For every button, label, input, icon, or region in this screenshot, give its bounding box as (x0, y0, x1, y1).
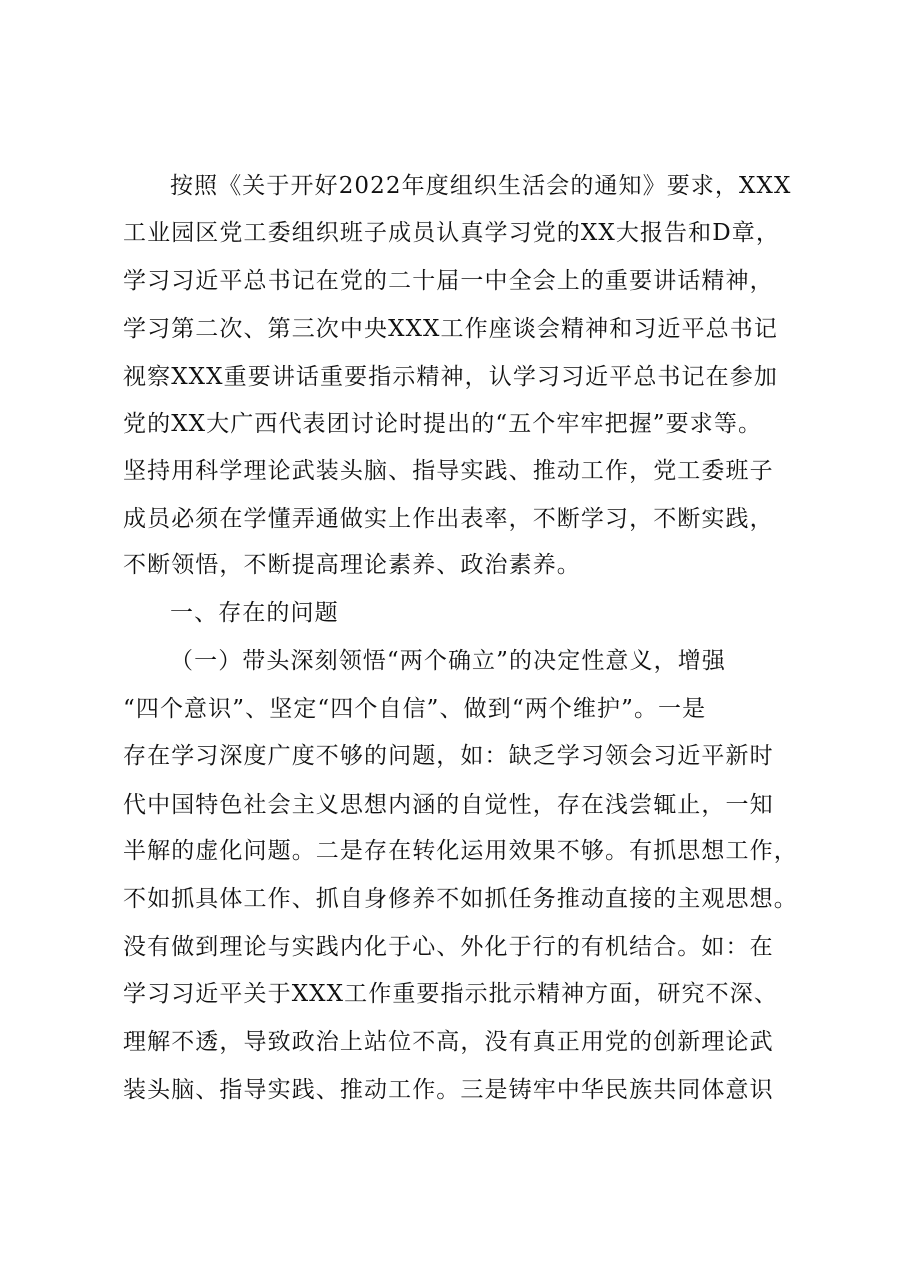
paragraph-line: 不如抓具体工作、抓自身修养不如抓任务推动直接的主观思想。 (123, 886, 798, 912)
paragraph-line: 视察XXX重要讲话重要指示精神，认学习习近平总书记在参加 (123, 364, 778, 390)
paragraph-line: 工业园区党工委组织班子成员认真学习党的XX大报告和D章， (123, 220, 780, 246)
paragraph-line: 党的XX大广西代表团讨论时提出的“五个牢牢把握”要求等。 (123, 411, 763, 437)
paragraph-line: “四个意识”、坚定“四个自信”、做到“两个维护”。一是 (123, 696, 707, 722)
paragraph-line: 理解不透，导致政治上站位不高，没有真正用党的创新理论武 (123, 1029, 774, 1055)
paragraph-line: 按照《关于开好2022年度组织生活会的通知》要求，XXX (170, 173, 792, 199)
paragraph-line: （一）带头深刻领悟“两个确立”的决定性意义，增强 (170, 648, 726, 674)
paragraph-line: 存在学习深度广度不够的问题，如：缺乏学习领会习近平新时 (123, 743, 774, 769)
paragraph-line: 学习第二次、第三次中央XXX工作座谈会精神和习近平总书记 (123, 316, 778, 342)
paragraph-line: 半解的虚化问题。二是存在转化运用效果不够。有抓思想工作， (123, 838, 798, 864)
section-heading: 一、存在的问题 (170, 600, 339, 626)
paragraph-line: 学习习近平总书记在党的二十届一中全会上的重要讲话精神， (123, 268, 774, 294)
paragraph-line: 没有做到理论与实践内化于心、外化于行的有机结合。如：在 (123, 934, 774, 960)
paragraph-line: 装头脑、指导实践、推动工作。三是铸牢中华民族共同体意识 (123, 1077, 774, 1103)
paragraph-line: 代中国特色社会主义思想内涵的自觉性，存在浅尝辄止，一知 (123, 792, 774, 818)
paragraph-line: 学习习近平关于XXX工作重要指示批示精神方面，研究不深、 (123, 981, 778, 1007)
paragraph-line: 成员必须在学懂弄通做实上作出表率，不断学习，不断实践， (123, 506, 774, 532)
paragraph-line: 不断领悟，不断提高理论素养、政治素养。 (123, 552, 581, 578)
paragraph-line: 坚持用科学理论武装头脑、指导实践、推动工作，党工委班子 (123, 458, 774, 484)
